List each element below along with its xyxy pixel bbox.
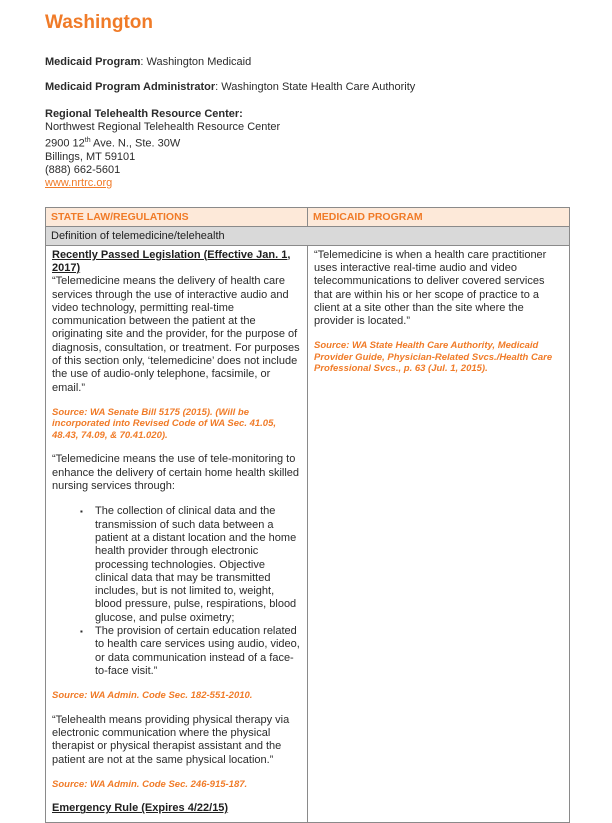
state-law-paragraph-telemonitoring: “Telemedicine means the use of tele-monitoring to enhance the delivery of certain home health skilled nursing services through: (52, 453, 300, 493)
resource-center-street: 2900 12th Ave. N., Ste. 30W (45, 137, 181, 150)
state-law-source-senate-bill: Source: WA Senate Bill 5175 (2015). (Will be incorporated into Revised Code of WA Sec. 41.05, 48.43, 74.09, & 70.41.020). (52, 406, 277, 441)
medicaid-admin-label: Medicaid Program Administrator (45, 81, 216, 93)
table-content-row (46, 245, 570, 822)
column-header-medicaid-program: MEDICAID PROGRAM (308, 207, 570, 226)
state-law-heading-emergency-rule: Emergency Rule (Expires 4/22/15) (52, 802, 229, 815)
column-header-state-law: STATE LAW/REGULATIONS (46, 207, 308, 226)
section-header-definition: Definition of telemedicine/telehealth (46, 226, 570, 245)
medicaid-program-line (45, 56, 570, 69)
state-law-cell (46, 245, 308, 822)
resource-center-city: Billings, MT 59101 (45, 150, 136, 163)
ordinal-suffix: th (84, 137, 91, 144)
resource-center-phone: (888) 662-5601 (45, 163, 121, 176)
bullet-education: ▪ The provision of certain education related to health care services using audio, video, or data communication instead of a face-to-face visit.” (80, 625, 301, 678)
section-header-row (46, 226, 570, 245)
state-law-paragraph-telehealth: “Telehealth means providing physical therapy via electronic communication where the physical therapist or physical therapist assistant and the patient are not at the same physical location.” (52, 713, 290, 766)
medicaid-program-cell (308, 245, 570, 822)
medicaid-admin-line (45, 81, 570, 94)
resource-center-org: Northwest Regional Telehealth Resource Center (45, 121, 281, 133)
table-header-row (46, 207, 570, 226)
medicaid-admin-value: : Washington State Health Care Authority (215, 81, 416, 93)
state-law-source-admin-code-1: Source: WA Admin. Code Sec. 182-551-2010. (52, 690, 253, 702)
page-title: Washington (45, 12, 153, 33)
medicaid-program-value: : Washington Medicaid (140, 56, 252, 68)
state-law-bullet-list (52, 505, 301, 678)
policy-table (45, 207, 570, 823)
medicaid-source-provider-guide: Source: WA State Health Care Authority, Medicaid Provider Guide, Physician-Related Svcs./Health Care Professional Svcs., p. 63 (Jul. 1, 2015). (314, 340, 553, 375)
resource-center-block (45, 108, 570, 190)
medicaid-paragraph-telemedicine: “Telemedicine is when a health care practitioner uses interactive real-time audio and video telecommunications to deliver covered services that are within his or her scope of practice to a client at a site other than the site where the provider is located.” (314, 248, 547, 328)
bullet-clinical-data: ▪ The collection of clinical data and the transmission of such data between a patient at a distant location and the home health provider through electronic processing technologies. Objective clinical data that may be transmitted includes, but is not limited to, weight, blood pressure, pulse, respirations, blood glucose, and pulse oximetry; (80, 505, 301, 625)
state-law-paragraph-telemedicine: “Telemedicine means the delivery of health care services through the use of interactive audio and video technology, permitting real-time communication between the patient at the originating site and the provider, for the purpose of diagnosis, consultation, or treatment. For purposes of this section only, ‘telemedicine’ does not include the use of audio-only telephone, facsimile, or email.” (52, 275, 300, 394)
resource-center-link-line (45, 177, 570, 190)
state-law-source-admin-code-2: Source: WA Admin. Code Sec. 246-915-187. (52, 778, 248, 790)
medicaid-program-label: Medicaid Program (45, 56, 141, 68)
resource-center-link[interactable]: www.nrtrc.org (45, 176, 113, 189)
state-law-heading-legislation: Recently Passed Legislation (Effective Jan. 1, 2017) (52, 248, 291, 274)
resource-center-label: Regional Telehealth Resource Center: (45, 108, 243, 120)
